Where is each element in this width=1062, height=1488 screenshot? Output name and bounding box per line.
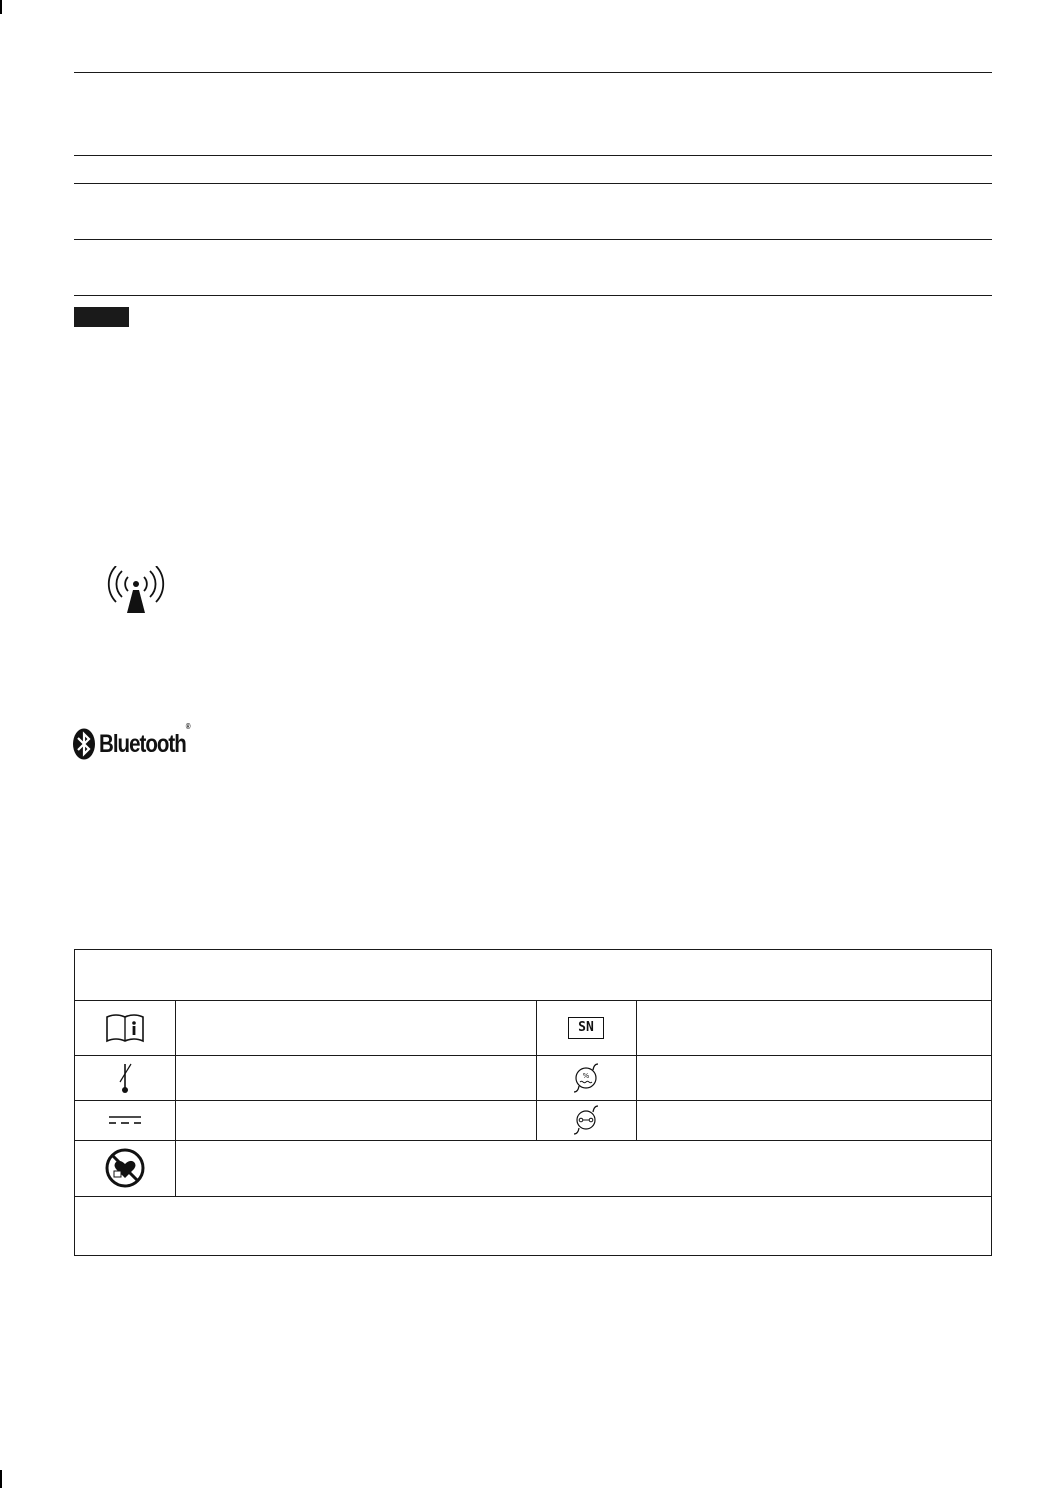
table-rule	[74, 72, 992, 73]
bluetooth-logo-icon	[72, 721, 210, 760]
table-rule	[74, 295, 992, 296]
temperature-limit-icon	[75, 1055, 175, 1100]
table-rule	[74, 239, 992, 240]
note-tag	[74, 307, 129, 327]
row-divider	[75, 1000, 991, 1001]
table-rule	[74, 155, 992, 156]
symbols-table	[74, 949, 992, 1256]
serial-number-label: SN	[568, 1017, 604, 1039]
column-divider	[175, 1000, 176, 1196]
column-divider	[636, 1000, 637, 1140]
humidity-limit-icon	[536, 1055, 636, 1100]
bluetooth-rune-icon	[72, 728, 96, 760]
humidity-symbol-text: %	[582, 1071, 590, 1080]
row-divider	[75, 1140, 991, 1141]
atmospheric-pressure-limit-icon	[536, 1100, 636, 1140]
crop-mark-top	[0, 0, 2, 14]
bluetooth-wordmark: Bluetooth®	[99, 721, 190, 758]
non-ionizing-radiation-icon	[106, 566, 166, 619]
row-divider	[75, 1055, 991, 1056]
instructions-manual-icon	[75, 1000, 175, 1055]
row-divider	[75, 1196, 991, 1197]
table-rule	[74, 183, 992, 184]
crop-mark-bottom	[0, 1470, 2, 1488]
no-pacemaker-icon	[75, 1140, 175, 1196]
row-divider	[75, 1100, 991, 1101]
serial-number-icon	[536, 1000, 636, 1055]
direct-current-icon	[75, 1100, 175, 1140]
